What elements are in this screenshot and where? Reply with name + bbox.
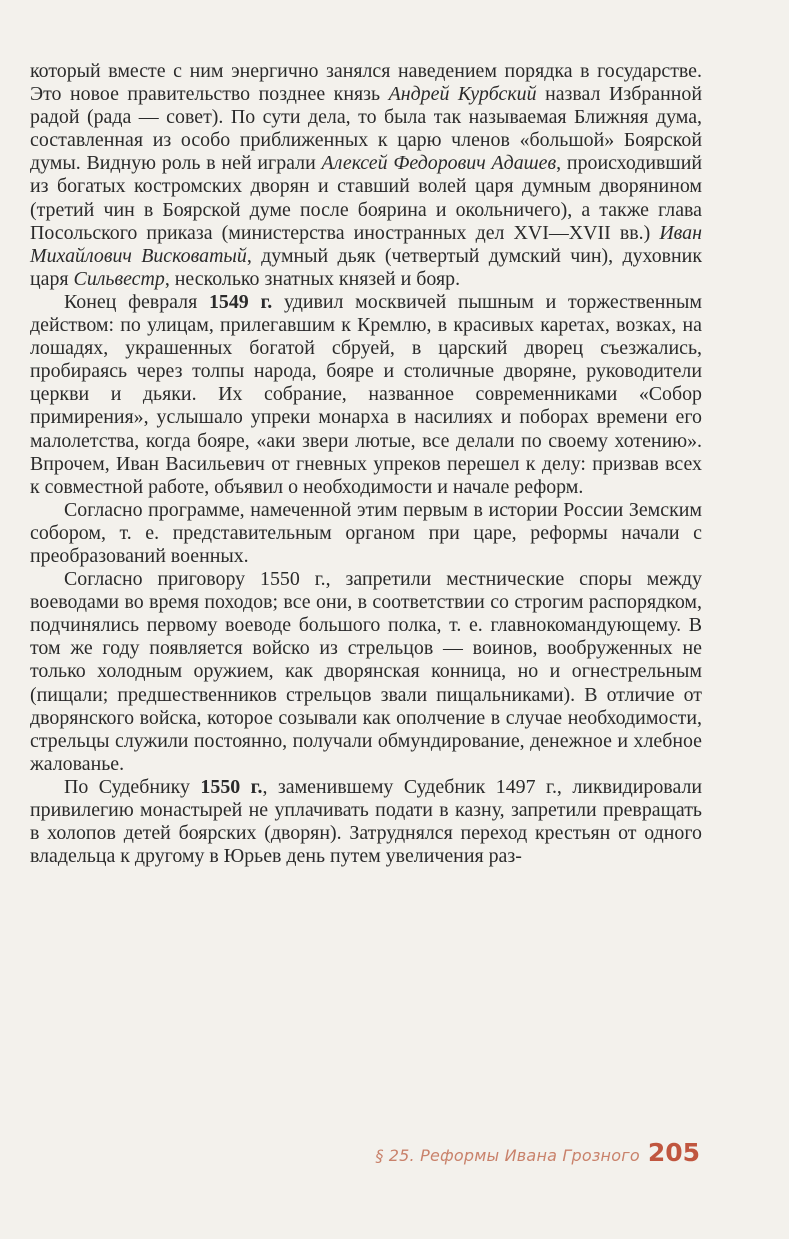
text-run: Конец февраля	[64, 290, 209, 313]
italic-name: Сильвестр	[73, 267, 165, 290]
text-run: По Судебнику	[64, 775, 201, 798]
text-run: , несколько знатных князей и бояр.	[164, 267, 461, 290]
paragraph	[30, 499, 702, 568]
italic-name: Иван Михайлович Висковатый	[30, 221, 702, 267]
body-text	[30, 60, 702, 868]
paragraph	[30, 60, 702, 291]
bold-date: 1549 г.	[208, 290, 273, 313]
section-title: § 25. Реформы Ивана Грозного	[375, 1146, 640, 1165]
page-number: 205	[647, 1138, 700, 1167]
text-run: который вместе с ним энергично занялся наведением порядка в государстве. Это новое правительство позднее князь	[30, 60, 702, 106]
text-run: удивил москвичей пышным и торжественным действом: по улицам, прилегавшим к Кремлю, в красивых каретах, возках, на лошадях, украшенных богатой сбруей, в царский дворец съезжались, пробираясь через толпы народа, бояре и столичные дворяне, руководители церкви и дьяки. Их собрание, названное современниками «Собор примирения», услышало упреки монарха в насилиях и поборах времени его малолетства, когда бояре, «аки звери лютые, все делали по своему хотению». Впрочем, Иван Васильевич от гневных упреков перешел к делу: призвав всех к совместной работе, объявил о необходимости и начале реформ.	[30, 290, 703, 498]
text-run: , происходивший из богатых костромских дворян и ставший волей царя думным дворянином (третий чин в Боярской думе после боярина и окольничего), а также глава Посольского приказа (министерства иностранных дел XVI—XVII вв.)	[30, 152, 702, 244]
text-run: назвал Избранной радой (рада — совет). По сути дела, то была так называемая Ближняя дума, составленная из особо приближенных к царю членов «большой» Боярской думы. Видную роль в ней играли	[30, 83, 702, 175]
text-run: Согласно приговору 1550 г., запретили местнические споры между воеводами во время походов; все они, в соответствии со строгим распорядком, подчинялись первому воеводе большого полка, т. е. главнокомандующему. В том же году появляется войско из стрельцов — воинов, вообруженных не только холодным оружием, как дворянская конница, но и огнестрельным (пищали; предшественников стрельцов звали пищальниками). В отличие от дворянского войска, которое созывали как ополчение в случае необходимости, стрельцы служили постоянно, получали обмундирование, денежное и хлебное жалованье.	[30, 568, 702, 775]
bold-date: 1550 г.	[200, 775, 263, 798]
paragraph	[30, 291, 702, 499]
paragraph	[30, 776, 702, 868]
text-run: , думный дьяк (четвертый думский чин), духовник царя	[30, 244, 702, 290]
paragraph	[30, 568, 702, 776]
text-run: , заменившему Судебник 1497 г., ликвидировали привилегию монастырей не уплачивать подати в казну, запретили превращать в холопов детей боярских (дворян). Затруднялся переход крестьян от одного владельца к другому в Юрьев день путем увеличения раз-	[30, 775, 703, 868]
italic-name: Алексей Федорович Адашев	[321, 152, 557, 175]
text-run: Согласно программе, намеченной этим первым в истории России Земским собором, т. е. представительным органом при царе, реформы начали с преобразований военных.	[30, 498, 702, 567]
italic-name: Андрей Курбский	[388, 83, 537, 106]
running-footer	[340, 1138, 700, 1167]
